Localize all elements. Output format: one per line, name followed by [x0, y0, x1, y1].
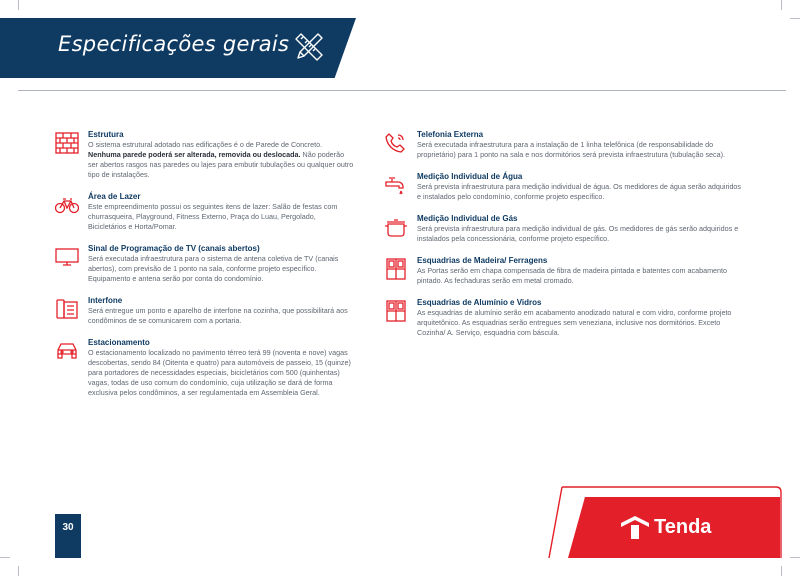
spec-item-estacionamento	[55, 338, 355, 398]
specs-right-column	[384, 130, 744, 350]
spec-title: Sinal de Programação de TV (canais abertos)	[88, 244, 260, 253]
spec-title: Medição Individual de Água	[417, 172, 523, 181]
spec-text: Será prevista infraestrutura para medição individual de água. Os medidores de água serão adquiridos e instalados pelo condomínio, conforme projeto específico.	[417, 182, 742, 201]
spec-title: Área de Lazer	[88, 192, 141, 201]
spec-item-estrutura	[55, 130, 355, 180]
specs-left-column	[55, 130, 355, 410]
brand-name: Tenda	[654, 516, 712, 538]
tv-icon	[55, 246, 79, 268]
crop-mark	[781, 566, 782, 576]
spec-title: Estacionamento	[88, 338, 150, 347]
spec-item-esquadrias-aluminio	[384, 298, 744, 338]
bicycle-icon	[55, 194, 79, 216]
phone-icon	[384, 132, 408, 154]
crop-mark	[18, 0, 19, 10]
spec-item-telefonia	[384, 130, 744, 160]
brick-wall-icon	[55, 132, 79, 154]
spec-title: Esquadrias de Madeira/ Ferragens	[417, 256, 548, 265]
window-frame-icon	[384, 258, 408, 280]
ruler-pencil-icon	[292, 30, 326, 64]
spec-item-gas	[384, 214, 744, 244]
spec-text: Será prevista infraestrutura para medição individual de gás. Os medidores de gás serão adquiridos e instalados pela concessionária, conforme projeto específico.	[417, 224, 739, 243]
crop-mark	[0, 557, 10, 558]
water-tap-icon	[384, 174, 408, 196]
window-frame-icon	[384, 300, 408, 322]
spec-text: Será executada infraestrutura para o sistema de antena coletiva de TV (canais abertos), com previsão de 1 ponto na sala, conforme projeto específico. Equipamento e antena serão por conta do condomínio.	[88, 254, 339, 283]
spec-title: Interfone	[88, 296, 123, 305]
crop-mark	[790, 18, 800, 19]
spec-item-agua	[384, 172, 744, 202]
spec-item-esquadrias-madeira	[384, 256, 744, 286]
spec-title: Medição Individual de Gás	[417, 214, 518, 223]
page-number-tab	[55, 514, 81, 558]
spec-item-interfone	[55, 296, 355, 326]
page-title: Especificações gerais	[58, 32, 290, 56]
spec-text: Será executada infraestrutura para a instalação de 1 linha telefônica (de responsabilidade do proprietário) para 1 ponto na sala e nos dormitórios será prevista infraestrutura (tubulação seca).	[417, 140, 726, 159]
cooking-pot-icon	[384, 216, 408, 238]
spec-text: O estacionamento localizado no pavimento térreo terá 99 (noventa e nove) vagas descobertas, sendo 84 (Oitenta e quatro) para automóveis de passeio, 15 (quinze) para portadores de necessidades especiais, bicicletários com 500 (quinhentas) vagas, todas de uso comum do condomínio, cuja utilização se dará de forma exclusiva pelos condôminos, a ser regulamentada em Assembleia Geral.	[88, 348, 351, 397]
crop-mark	[781, 0, 782, 10]
spec-text: Será entregue um ponto e aparelho de interfone na cozinha, que possibilitará aos condôminos de se comunicarem com a portaria.	[88, 306, 348, 325]
intercom-icon	[55, 298, 79, 320]
crop-mark	[18, 566, 19, 576]
spec-text: As Portas serão em chapa compensada de fibra de madeira pintada e batentes com acabamento pintado. As fechaduras serão em metal cromado.	[417, 266, 728, 285]
page-number: 30	[62, 522, 74, 533]
crop-mark	[790, 557, 800, 558]
spec-title: Esquadrias de Alumínio e Vidros	[417, 298, 542, 307]
car-icon	[55, 340, 79, 362]
spec-title: Estrutura	[88, 130, 124, 139]
header-divider	[18, 90, 786, 91]
spec-text: O sistema estrutural adotado nas edificações é o de Parede de Concreto. Nenhuma parede poderá ser alterada, removida ou deslocada. Não poderão ser abertos rasgos nas paredes ou lajes para embutir tubulações ou qualquer outro tipo de instalações.	[88, 140, 354, 179]
spec-item-sinal-tv	[55, 244, 355, 284]
spec-item-area-de-lazer	[55, 192, 355, 232]
spec-text-bold: Nenhuma parede poderá ser alterada, removida ou deslocada.	[88, 150, 301, 159]
spec-text: As esquadrias de alumínio serão em acabamento anodizado natural e com vidro, conforme projeto arquitetônico. As esquadrias serão entregues sem veneziana, inclusive nos dormitórios. Exceto Cozinha/ A. Serviço, esquadria com báscula.	[417, 308, 732, 337]
tenda-house-icon	[620, 514, 650, 540]
spec-text: Este empreendimento possui os seguintes itens de lazer: Salão de festas com churrasqueira, Playground, Fitness Externo, Praça do Luau, Pergolado, Bicicletários e Horta/Pomar.	[88, 202, 338, 231]
spec-title: Telefonia Externa	[417, 130, 484, 139]
